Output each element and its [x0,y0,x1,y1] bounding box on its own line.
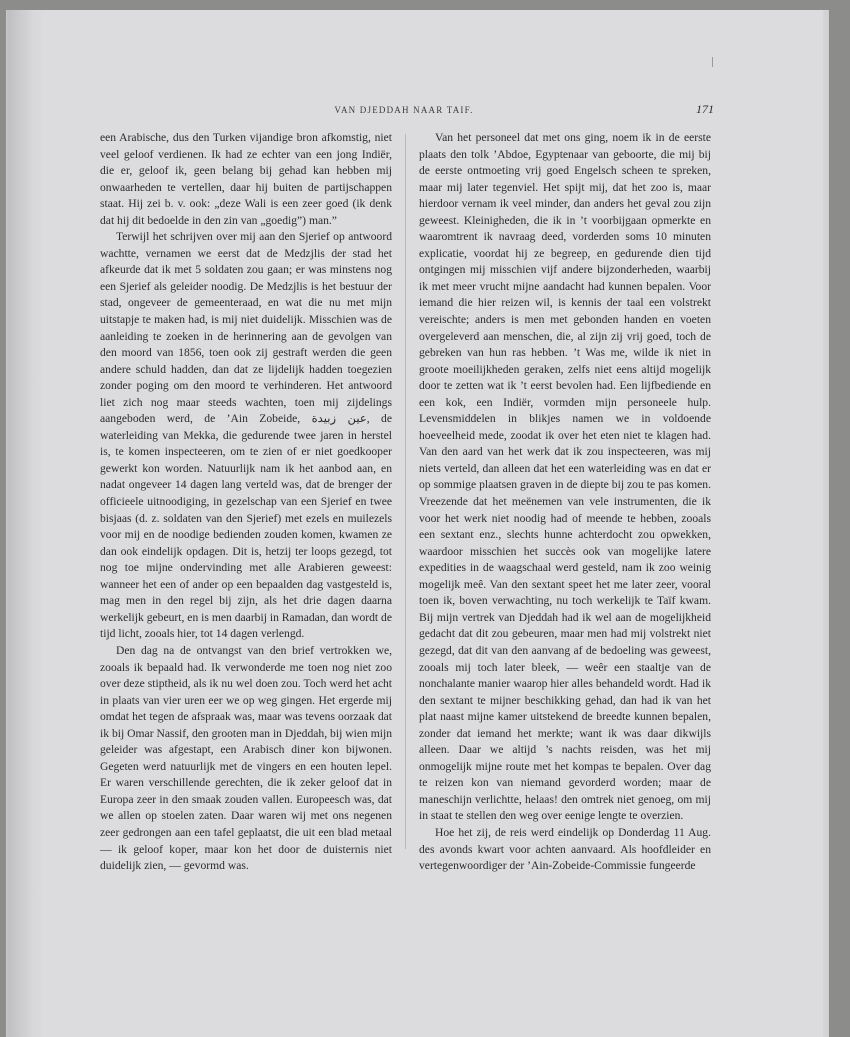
paragraph: Den dag na de ontvangst van den brief vertrokken we, zooals ik bepaald had. Ik verwonderde me toen nog niet zoo over deze stiptheid, als ik nu wel doen zou. Toch werd het acht in plaats van vier uren eer we op weg gingen. Het ergerde mij omdat het tegen de afspraak was, maar was tevens oorzaak dat ik bij Omar Nassif, den grooten man in Djeddah, bij wien mijn geleider was afgestapt, een Arabisch diner kon bijwonen. Gegeten werd natuurlijk met de vingers en een houten lepel. Er waren verschillende gerechten, die ik zeker geloof dat in Europa zeer in den smaak zouden vallen. Europeesch was, dat we allen op stoelen zaten. Daar waren wij met ons negenen zeer gedrongen aan een tafel geplaatst, die uit een blad metaal — ik geloof koper, maar kon het door de duisternis niet duidelijk zien, — gevormd was. [100,643,392,873]
paragraph: Van het personeel dat met ons ging, noem ik in de eerste plaats den tolk ’Abdoe, Egyptenaar van geboorte, die mij bij de eerste ontmoeting vrij goed Engelsch scheen te spreken, maar mij later tegenviel. Het spijt mij, dat het zoo is, maar hierdoor vernam ik veel minder, dan anders het geval zou zijn geweest. Kleinigheden, die ik in ’t voorbijgaan opmerkte en waaromtrent ik navraag deed, vorderden soms 10 minuten explicatie, voordat hij ze begreep, en gedurende dien tijd ontgingen mij misschien vijf andere bijzonderheden, waarbij ik met meer vrucht mijne aandacht had kunnen bepalen. Voor iemand die hier reizen wil, is kennis der taal een volstrekt vereischte; anders is men met gebonden handen en voeten overgeleverd aan menschen, die, al zijn zij vrij goed, toch de gebreken van hun ras hebben. ’t Was me, wilde ik niet in groote moeilijkheden geraken, zelfs niet eens altijd mogelijk door te zetten wat ik ’t eerst bevolen had. Een lijfbediende en een kok, een Indiër, vormden mijn personeele hulp. Levensmiddelen in blikjes namen we in voldoende hoeveelheid mede, zoodat ik over het eten niet te klagen had. Van den aard van het werk dat ik zou inspecteeren, was mij niets verteld, dan alleen dat het een waterleiding was en dat er op sommige plaatsen graven in de diepte bij zou te pas komen. Vreezende dat het meënemen van vele instrumenten, die ik voor het werk niet noodig had of meende te hebben, zooals een sextant enz., slechts hunne achterdocht zou opwekken, waardoor misschien het succès ook van mogelijke latere expedities in de waagschaal werd gesteld, nam ik zoo weinig mogelijk meê. Van den sextant speet het me later zeer, vooral toen ik, boven verwachting, nu toch werkelijk te Taïf kwam. Bij mijn vertrek van Djeddah had ik wel aan de mogelijkheid gedacht dat dit zou gebeuren, maar men had mij volstrekt niet gezegd, dat dit van den aanvang af de bedoeling was geweest, zooals mij toch later bleek, — weêr een staaltje van de nonchalante manier waarop hier alles behandeld wordt. Had ik den sextant te mijner beschikking gehad, dan had ik van het plat naast mijne kamer uitstekend de breedte kunnen bepalen, zonder dat iemand het merkte; want ik was daar dikwijls alleen. Daar we altijd ’s nachts reisden, was het mij onmogelijk mijne route met het kompas te bepalen. Over dag te reizen kon van niemand gevorderd worden; maar de maneschijn verlichtte, helaas! den omtrek niet genoeg, om mij in staat te stellen den weg over eenige lengte te overzien. [419,131,711,823]
paragraph: Hoe het zij, de reis werd eindelijk op Donderdag 11 Aug. des avonds kwart voor achten aanvaard. Als hoofdleider en vertegenwoordiger der ’Ain-Zobeide-Commissie fungeerde [419,825,711,873]
left-column [100,130,392,875]
right-column [419,130,711,875]
paragraph: een Arabische, dus den Turken vijandige bron afkomstig, niet veel geloof verdienen. Ik had ze echter van een jong Indiër, die er, geloof ik, geen belang bij gehad kan hebben mij onwaarheden te vertellen, daar hij buiten de partijschappen staat. Hij zei b. v. ook: „deze Wali is een zeer goed (ik denk dat hij dit bedoelde in den zin van „goedig”) man.” [100,131,392,227]
page-number: 171 [696,102,714,116]
page-gutter [7,10,45,1037]
column-divider [405,134,406,849]
page-header [94,100,714,118]
pencil-mark [712,57,718,67]
paragraph: Terwijl het schrijven over mij aan den Sjerief op antwoord wachtte, vernamen we eerst dat de Medzjlis der stad het afkeurde dat ik met 5 soldaten zou gaan; er was minstens nog een Sjerief als geleider noodig. De Medzjlis is het bestuur der stad, ongeveer de gemeenteraad, en wat die nu met mijn uitstapje te maken had, is mij niet duidelijk. Misschien was de aanleiding te zoeken in de herinnering aan de gevolgen van den moord van 1856, toen ook zij gestraft werden die geen andere schuld hadden, dan dat ze lijdelijk hadden toegezien zonder poging om den moord te verhinderen. Het antwoord liet zich nog maar steeds wachten, toen mij zijdelings aangeboden werd, de ’Ain Zobeide, عين زبيدة, de waterleiding van Mekka, die gedurende twee jaren in herstel is, te komen inspecteeren, om te zien of er niet goedkooper gewerkt kon worden. Natuurlijk nam ik het aanbod aan, en nadat ongeveer 14 dagen lang verteld was, dat de brenger der officieele uitnoodiging, in gezelschap van een Sjerief en twee bisjaas (d. z. soldaten van den Sjerief) met ezels en muilezels voor mij en de noodige bedienden zouden komen, kwamen ze dan ook eindelijk opdagen. Dit is, hetzij ter loops gezegd, tot nog toe mijne ondervinding met alle Arabieren geweest: wanneer het een of ander op een bepaalden dag vastgesteld is, mag men in den regel bij zijn, als het drie dagen daarna werkelijk gebeurt, en is men daarbij in Ramadan, dan wordt de tijd licht, zooals hier, tot 14 dagen verlengd. [100,230,392,641]
page-edge [823,10,829,1037]
running-head: VAN DJEDDAH NAAR TAIF. [334,105,474,115]
